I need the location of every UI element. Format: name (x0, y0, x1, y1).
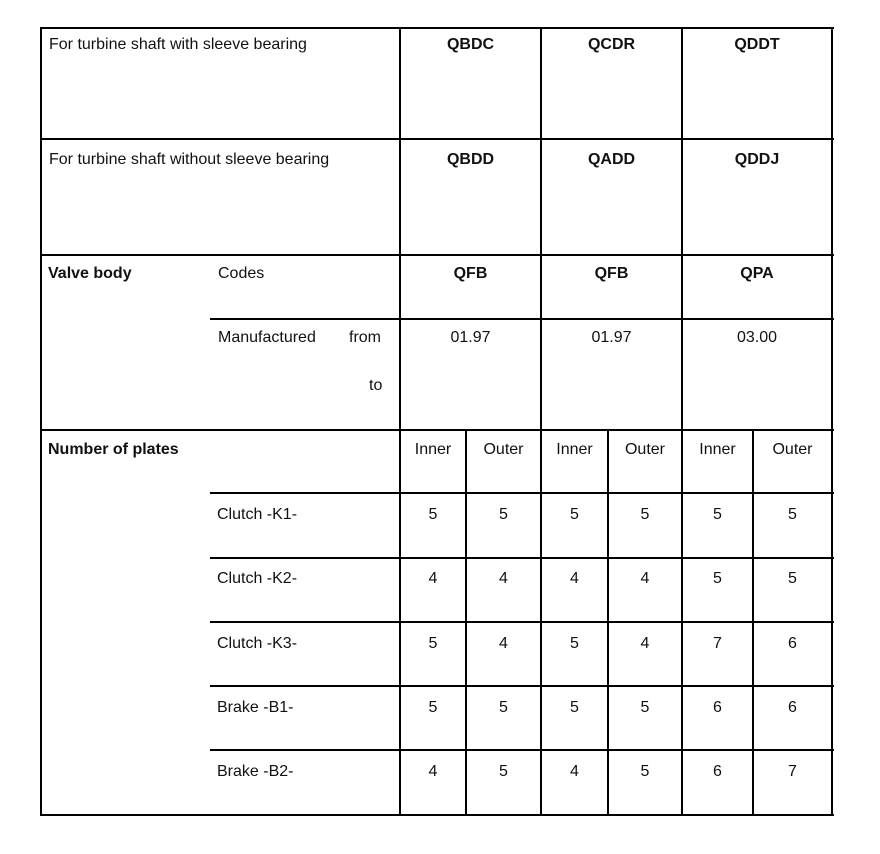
table-rule (465, 429, 467, 816)
plate-count-cell: 5 (640, 698, 650, 716)
plate-count-cell: 4 (428, 763, 438, 781)
plate-count-cell: 6 (713, 763, 722, 781)
manufactured-from-value: 01.97 (591, 329, 632, 346)
number-of-plates-label: Number of plates (48, 441, 179, 458)
table-rule (41, 138, 834, 140)
manufactured-from-value: 03.00 (736, 329, 778, 346)
plate-count-cell: 5 (428, 634, 438, 652)
plate-count-cell: 6 (788, 634, 797, 652)
valve-code-cell: QFB (594, 265, 629, 282)
turbine-row-label: For turbine shaft with sleeve bearing (49, 36, 307, 53)
plate-count-cell: 5 (499, 506, 508, 523)
plate-row-label: Brake -B1- (217, 698, 294, 716)
plate-count-cell: 6 (713, 698, 722, 716)
turbine-row-label: For turbine shaft without sleeve bearing (49, 151, 330, 168)
plate-count-cell: 5 (428, 506, 438, 523)
code-cell: QDDT (734, 36, 780, 53)
table-rule (41, 254, 834, 256)
plate-count-cell: 4 (570, 570, 579, 588)
inner-header: Inner (414, 441, 452, 458)
table-rule (40, 27, 42, 816)
plate-count-cell: 4 (570, 763, 579, 781)
code-cell: QBDD (446, 151, 495, 168)
from-label: from (349, 329, 381, 346)
plate-count-cell: 5 (640, 763, 650, 781)
valve-body-label: Valve body (48, 265, 132, 282)
plate-count-cell: 6 (788, 698, 797, 716)
outer-header: Outer (624, 441, 665, 458)
plate-count-cell: 4 (428, 570, 438, 588)
table-rule (540, 27, 542, 816)
table-rule (210, 685, 834, 687)
table-rule (210, 749, 834, 751)
plate-count-cell: 5 (499, 698, 508, 716)
to-label: to (369, 377, 383, 394)
plate-count-cell: 5 (570, 698, 579, 716)
plate-count-cell: 4 (499, 634, 508, 652)
code-cell: QCDR (587, 36, 636, 53)
table-rule (752, 429, 754, 816)
codes-label: Codes (218, 265, 265, 282)
table-rule (41, 27, 834, 29)
plate-count-cell: 5 (570, 634, 579, 652)
table-rule (210, 557, 834, 559)
outer-header: Outer (483, 441, 524, 458)
table-rule (41, 814, 834, 816)
inner-header: Inner (556, 441, 593, 458)
inner-header: Inner (699, 441, 736, 458)
table-rule (210, 621, 834, 623)
plate-count-cell: 4 (640, 634, 650, 652)
valve-code-cell: QPA (740, 265, 774, 282)
table-rule (607, 429, 609, 816)
plate-count-cell: 5 (788, 570, 797, 588)
plate-count-cell: 4 (640, 570, 650, 588)
table-rule (681, 27, 683, 816)
plate-count-cell: 5 (570, 506, 579, 523)
manufactured-from-value: 01.97 (450, 329, 491, 346)
table-rule (210, 492, 834, 494)
plate-row-label: Clutch -K2- (217, 570, 298, 588)
plate-count-cell: 5 (499, 763, 508, 781)
code-cell: QADD (587, 151, 636, 168)
table-rule (41, 429, 834, 431)
plate-count-cell: 7 (788, 763, 797, 781)
manufactured-label: Manufactured (218, 329, 316, 346)
table-rule (210, 318, 834, 320)
plate-count-cell: 5 (428, 698, 438, 716)
plate-row-label: Clutch -K1- (217, 506, 298, 523)
valve-code-cell: QFB (453, 265, 488, 282)
plate-count-cell: 5 (713, 570, 722, 588)
plate-row-label: Brake -B2- (217, 763, 294, 781)
table-rule (399, 27, 401, 816)
outer-header: Outer (772, 441, 813, 458)
code-cell: QBDC (446, 36, 495, 53)
plate-count-cell: 4 (499, 570, 508, 588)
table-rule (831, 27, 833, 816)
plate-count-cell: 5 (640, 506, 650, 523)
plate-count-cell: 5 (713, 506, 722, 523)
plate-row-label: Clutch -K3- (217, 634, 298, 652)
code-cell: QDDJ (734, 151, 780, 168)
plate-count-cell: 5 (788, 506, 797, 523)
plate-count-cell: 7 (713, 634, 722, 652)
